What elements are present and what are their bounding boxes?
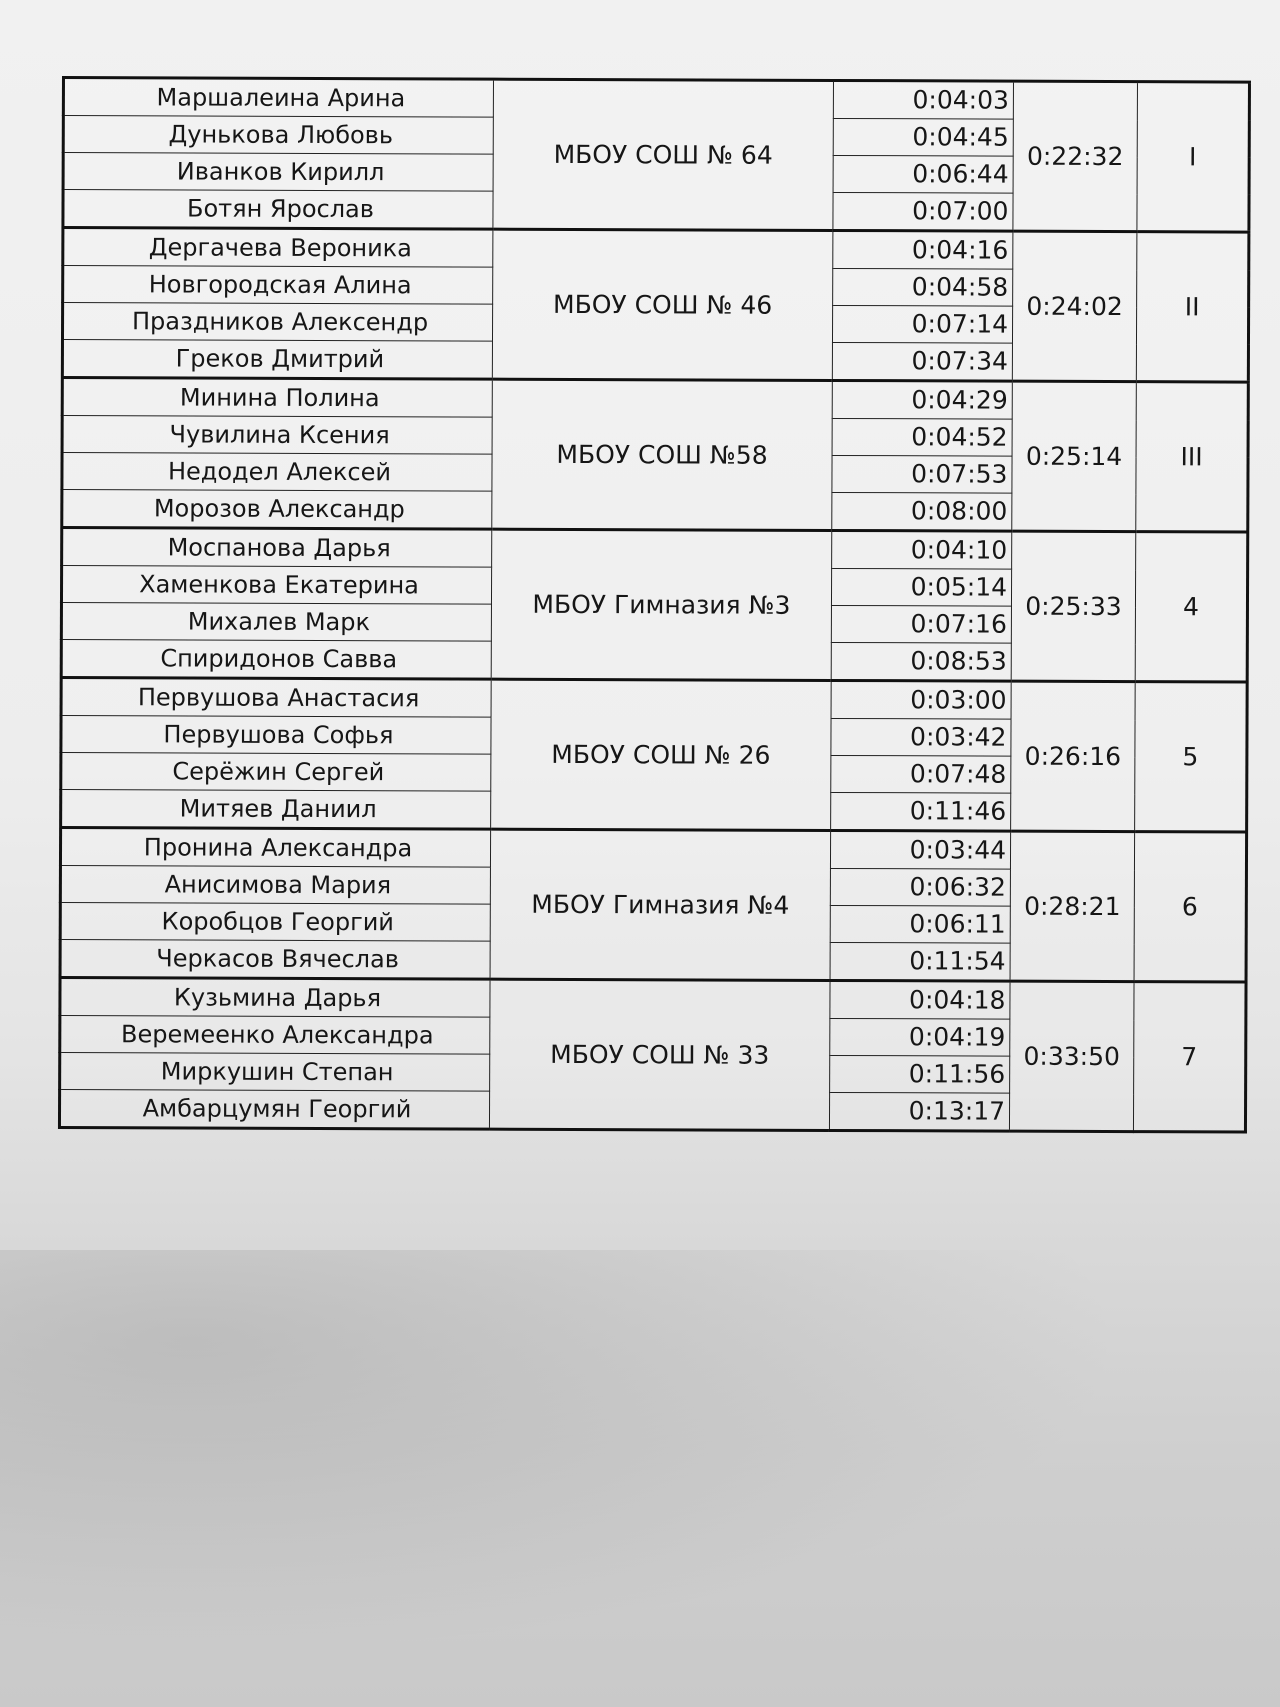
participant-name: Первушова Анастасия [61, 678, 491, 718]
team-school: МБОУ СОШ № 46 [492, 229, 833, 380]
participant-name: Миркушин Степан [60, 1052, 490, 1091]
team-school: МБОУ СОШ №58 [492, 379, 833, 530]
participant-time: 0:04:10 [832, 530, 1012, 569]
participant-time: 0:11:56 [830, 1055, 1010, 1093]
team-place: 7 [1133, 982, 1246, 1132]
team-school: МБОУ СОШ № 64 [493, 79, 834, 230]
participant-row [63, 78, 1249, 121]
participant-time: 0:07:34 [832, 342, 1012, 381]
team-total-time: 0:22:32 [1013, 81, 1138, 231]
team-total-time: 0:26:16 [1011, 681, 1136, 831]
participant-time: 0:04:52 [832, 418, 1012, 456]
participant-time: 0:04:16 [833, 230, 1013, 269]
results-table [58, 76, 1251, 1134]
participant-time: 0:06:11 [830, 905, 1010, 943]
team-total-time: 0:25:33 [1011, 531, 1136, 681]
team-place: II [1136, 232, 1249, 382]
participant-name: Веремеенко Александра [60, 1015, 490, 1054]
participant-name: Амбарцумян Георгий [59, 1089, 489, 1129]
participant-name: Ботян Ярослав [63, 190, 493, 230]
team-school: МБОУ Гимназия №4 [490, 829, 831, 980]
participant-time: 0:04:58 [833, 268, 1013, 306]
participant-time: 0:05:14 [831, 568, 1011, 606]
participant-name: Хаменкова Екатерина [61, 566, 491, 605]
participant-name: Анисимова Мария [60, 865, 490, 904]
paper-shadow [0, 1250, 1280, 1707]
participant-time: 0:04:19 [830, 1018, 1010, 1056]
team-school: МБОУ Гимназия №3 [491, 529, 832, 680]
participant-time: 0:03:00 [831, 680, 1011, 719]
participant-name: Серёжин Сергей [61, 753, 491, 792]
participant-time: 0:11:54 [830, 942, 1010, 981]
participant-row [63, 228, 1249, 271]
participant-time: 0:06:32 [830, 868, 1010, 906]
participant-name: Новгородская Алина [63, 266, 493, 305]
participant-name: Спиридонов Савва [61, 640, 491, 680]
participant-name: Праздников Алексендр [62, 303, 492, 342]
participant-name: Михалев Марк [61, 603, 491, 642]
participant-row [61, 678, 1247, 721]
participant-row [60, 828, 1246, 871]
team-place: 4 [1135, 532, 1248, 682]
participant-name: Моспанова Дарья [62, 528, 492, 568]
team-place: 6 [1134, 832, 1247, 982]
participant-name: Морозов Александр [62, 490, 492, 530]
participant-time: 0:06:44 [833, 155, 1013, 193]
participant-time: 0:04:29 [832, 380, 1012, 419]
team-place: III [1136, 382, 1249, 532]
team-total-time: 0:28:21 [1010, 831, 1135, 981]
participant-name: Маршалеина Арина [63, 78, 493, 118]
participant-time: 0:04:18 [830, 980, 1010, 1019]
participant-time: 0:03:44 [830, 830, 1010, 869]
participant-name: Греков Дмитрий [62, 340, 492, 380]
team-school: МБОУ СОШ № 33 [489, 979, 830, 1130]
team-total-time: 0:24:02 [1012, 231, 1137, 381]
participant-name: Пронина Александра [60, 828, 490, 868]
participant-time: 0:07:14 [832, 305, 1012, 343]
participant-time: 0:08:00 [832, 492, 1012, 531]
participant-name: Чувилина Ксения [62, 416, 492, 455]
participant-row [62, 528, 1248, 571]
participant-name: Митяев Даниил [61, 790, 491, 830]
team-place: I [1137, 82, 1250, 232]
participant-name: Коробцов Георгий [60, 902, 490, 941]
team-place: 5 [1135, 682, 1248, 832]
participant-time: 0:03:42 [831, 718, 1011, 756]
participant-time: 0:04:03 [833, 80, 1013, 119]
results-table-body [59, 78, 1249, 1133]
participant-name: Недодел Алексей [62, 453, 492, 492]
participant-row [60, 977, 1246, 1020]
participant-name: Иванков Кирилл [63, 153, 493, 192]
participant-time: 0:11:46 [831, 792, 1011, 831]
participant-time: 0:07:53 [832, 455, 1012, 493]
participant-time: 0:08:53 [831, 642, 1011, 681]
participant-name: Дергачева Вероника [63, 228, 493, 268]
participant-time: 0:13:17 [829, 1092, 1009, 1131]
team-school: МБОУ СОШ № 26 [491, 679, 832, 830]
participant-row [62, 378, 1248, 421]
participant-name: Минина Полина [62, 378, 492, 418]
participant-time: 0:07:48 [831, 755, 1011, 793]
participant-name: Кузьмина Дарья [60, 977, 490, 1017]
team-total-time: 0:33:50 [1009, 981, 1134, 1131]
participant-name: Черкасов Вячеслав [60, 939, 490, 979]
team-total-time: 0:25:14 [1012, 381, 1137, 531]
participant-name: Первушова Софья [61, 716, 491, 755]
participant-time: 0:07:00 [833, 192, 1013, 231]
participant-time: 0:04:45 [833, 118, 1013, 156]
participant-name: Дунькова Любовь [63, 116, 493, 155]
participant-time: 0:07:16 [831, 605, 1011, 643]
